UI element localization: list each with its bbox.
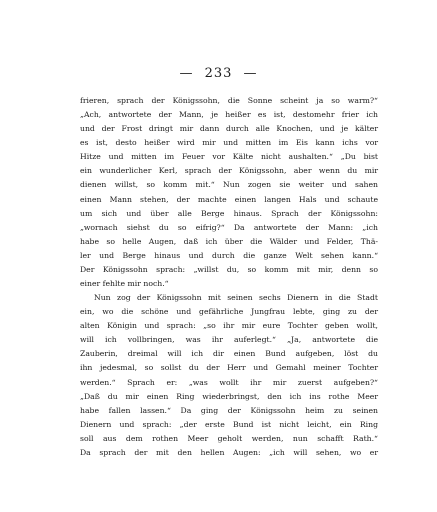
text-line: Hitze und mitten im Feuer vor Kälte nicht aushalten.“ „Du bist (80, 152, 378, 162)
text-line: ein, wo die schöne und gefährliche Jungfrau lebte, ging zu der (80, 307, 378, 317)
text-line: alten Königin und sprach: „so ihr mir eure Tochter geben wollt, (80, 321, 378, 331)
text-line: habe fallen lassen.“ Da ging der Königssohn heim zu seinen (80, 405, 378, 415)
text-line: es ist, desto heißer wird mir und mitten im Eis kann ichs vor (80, 138, 378, 148)
text-line: dienen willst, so komm mit.“ Nun zogen sie weiter und sahen (80, 180, 378, 190)
text-line: soll aus dem rothen Meer geholt werden, nun schafft Rath.“ (80, 433, 378, 443)
text-line: habe so helle Augen, daß ich über die Wälder und Felder, Thä- (80, 236, 378, 246)
text-line: Zauberin, dreimal will ich dir einen Bund aufgeben, löst du (80, 349, 378, 359)
text-line: will ich vollbringen, was ihr auferlegt.“ „Ja, antwortete die (80, 335, 378, 345)
page-number-dash-left: — (179, 66, 194, 81)
text-line: ler und Berge hinaus und durch die ganze Welt sehen kann.“ (80, 250, 378, 260)
text-line: Dienern und sprach: „der erste Bund ist nicht leicht, ein Ring (80, 419, 378, 429)
text-line: einer fehlte mir noch.“ (80, 279, 169, 289)
text-line: einen Mann stehen, der machte einen langen Hals und schaute (80, 194, 378, 204)
page-number: 233 (204, 66, 233, 81)
page-number-header (0, 66, 437, 81)
text-line: frieren, sprach der Königssohn, die Sonne scheint ja so warm?“ (80, 96, 378, 105)
text-line: um sich und über alle Berge hinaus. Sprach der Königssohn: (80, 208, 378, 218)
text-line: „Ach, antwortete der Mann, je heißer es ist, destomehr frier ich (80, 110, 378, 120)
text-line: werden.“ Sprach er: „was wollt ihr mir zuerst aufgeben?“ (80, 377, 378, 387)
text-line: „Daß du mir einen Ring wiederbringst, den ich ins rothe Meer (80, 391, 378, 401)
text-line: ein wunderlicher Kerl, sprach der Königssohn, aber wenn du mir (80, 166, 378, 176)
text-line: und der Frost dringt mir dann durch alle Knochen, und je kälter (80, 124, 378, 134)
text-line: Der Königssohn sprach: „willst du, so komm mit mir, denn so (80, 264, 378, 274)
text-line: „wornach siehst du so eifrig?“ Da antwortete der Mann: „ich (80, 222, 378, 232)
page-number-dash-right: — (243, 66, 258, 81)
text-line: Nun zog der Königssohn mit seinen sechs Dienern in die Stadt (94, 293, 378, 303)
text-line: ihn jedesmal, so sollst du der Herr und Gemahl meiner Tochter (80, 363, 378, 373)
body-text (80, 94, 378, 460)
text-line: Da sprach der mit den hellen Augen: „ich will sehen, wo er (80, 447, 378, 457)
